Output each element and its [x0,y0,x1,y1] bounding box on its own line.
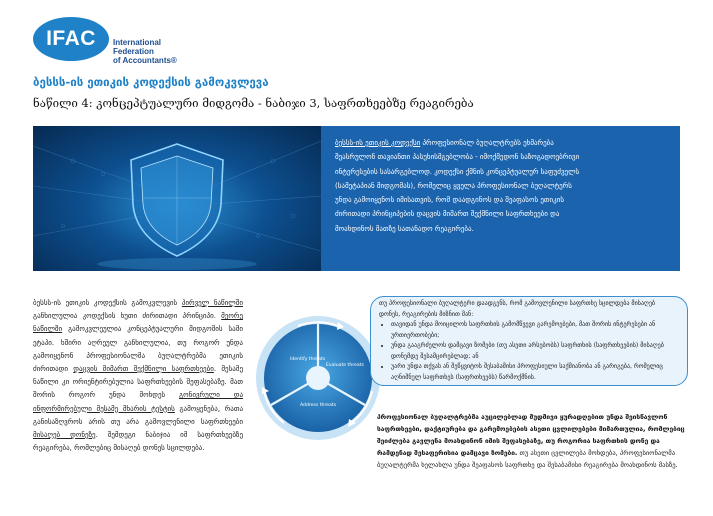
logo-line-1: International [113,38,162,47]
hero-line-3: ინტერესების სასარგებლოდ. კოდექსი ქმნის კონცეპტუალურ საფუძველს [335,167,580,176]
ethics-code-link[interactable]: ბესსს-ის ეთიკის კოდექსი [335,139,421,147]
callout-intro: თუ პროფესიონალი ბუღალტერი დაადგენს, რომ გამოვლენილი საფრთხე სცილდება მისაღებ დონეს, რეაგირების მიზნით მან: [379,300,656,318]
logo-line-3: of Accountants® [113,56,177,65]
response-options-callout [370,296,688,386]
hero-line-4: (სამეტაპიან მიდგომას), რომელიც ყველა პროფესიონალ ბუღალტერს [335,181,572,190]
logo-line-2: Federation [113,47,154,56]
diagram-hub [306,366,330,390]
step-evaluate-label: Evaluate threats [326,363,364,368]
intro-text-7: . შემდეგი ნაბიჯია იმ საფრთხეებზე რეაგირება, რომლებიც მისაღებ დონეს სცილდება. [33,431,243,453]
callout-list [379,320,677,383]
part-two-link[interactable]: მეორე ნაწილში [33,312,243,334]
intro-text-6: გამოყენება, რათა განისაზღვროს არის თუ არა გამოვლენილი საფრთხეები [33,404,243,426]
acceptable-level-link[interactable]: მისაღებ დონეზე [33,431,96,440]
hero-line-5: უნდა გამოიყენოს იმისათვის, რომ დაადგინოს და შეაფასოს ეთიკის [335,196,564,205]
hero-line-1: პროფესიონალ ბუღალტრებს ეხმარება [420,139,554,147]
intro-text-1: ბესსს-ის ეთიკის კოდექსის გამოკვლევის [33,299,182,307]
hero-banner [33,126,680,271]
hero-line-6: ძირითადი პრინციპების დაცვის მიმართ შექმნილი საფრთხეები და [335,210,560,219]
ifac-logo-wordmark [113,38,177,65]
closing-bold-text: პროფესიონალ ბუღალტრებმა აუცილებლად მუდმივი ყურადღებით უნდა შეისწავლონ საფრთხეები, დაქტიურება და გარემოებების ასეთი ცვლილებები მიმართულია, რომლებიც შეიძლება გავლენა მოახდინონ იმის შეფასებაზე, თუ როგორია საფრთხის დონე და რამდენად შესაფერისია დამცავი ზომები. [377,413,685,457]
shield-illustration [33,126,321,271]
intro-text-2: განხილულია კოდექსის ხუთი ძირითადი პრინციპი. [33,312,222,321]
intro-text-3: გამოკვლეულია კონცეპტუალური მიდგომის სამი ეტაპი. ხშირი აღრეულ განხილულია, თუ როგორ უნდა გამოიყენონ პროფესიონალმა ბუღალტრებმა ეთიკის ძირითადი [33,325,243,374]
threats-link[interactable]: დაცვის მიმართ შექმნილი საფრთხეები [73,365,214,374]
intro-text-5: კი ორიენტირებულია საფრთხეების შეფასებაზე. მათ შორის როგორ უნდა მოხდეს [33,378,244,400]
closing-text: თუ ასეთი ცვლილება მოხდება, პროფესიონალმა ბუღალტერმა ხელახლა უნდა შეაფასოს საფრთხე და შესაბამისი რეაგირება მოახდინოს მასზე. [377,449,678,469]
intro-paragraph [33,297,243,455]
callout-item-eliminate: • თავიდან უნდა მოიცილოს საფრთხის გამომწვევი გარემოებები, მათ შორის ინტერესები ან ურთიერთობები; [391,320,677,341]
intro-text-4: . მესამე ნაწილი [33,365,243,387]
hero-paragraph [335,136,669,236]
shield-image [33,126,321,271]
step-address-label: Address threats [300,403,337,408]
third-party-test-link[interactable]: გონივრული და ინფორმირებული მესამე მხარის ტესტის [33,391,244,413]
page-subtitle: ნაწილი 4: კონცეპტუალური მიდგომა - ნაბიჯი 3, საფრთხეებზე რეაგირება [33,96,474,110]
step-identify-label: Identify threats [290,357,326,362]
hero-line-7: მოახდინოს მათზე სათანადო რეაგირება. [335,224,474,233]
ifac-logo [33,14,193,66]
ifac-logo-mark: IFAC [33,17,109,61]
hero-text-panel [321,126,680,271]
callout-item-safeguards: • უნდა გააგრძელოს დამცავი ზომები (თუ ასეთი არსებობს) საფრთხის (საფრთხეების) მისაღებ დონემდე შესამცირებლად; ან [391,341,677,362]
closing-paragraph [377,411,687,471]
part-one-link[interactable]: პირველ ნაწილში [181,299,243,307]
hero-line-2: შეასრულონ თავიანთი პასუხისმგებლობა - იმოქმედონ საზოგადოებრივი [335,153,580,162]
page-title: ბესსს-ის ეთიკის კოდექსის გამოკვლევა [33,75,269,89]
callout-item-decline: • უარი უნდა თქვას ან შეწყვიტოს შესაბამისი პროფესიული საქმიანობა ან გარიგება, რომელიც აღნიშნულ საფრთხეს (საფრთხეებს) წარმოქმნის. [391,362,677,383]
